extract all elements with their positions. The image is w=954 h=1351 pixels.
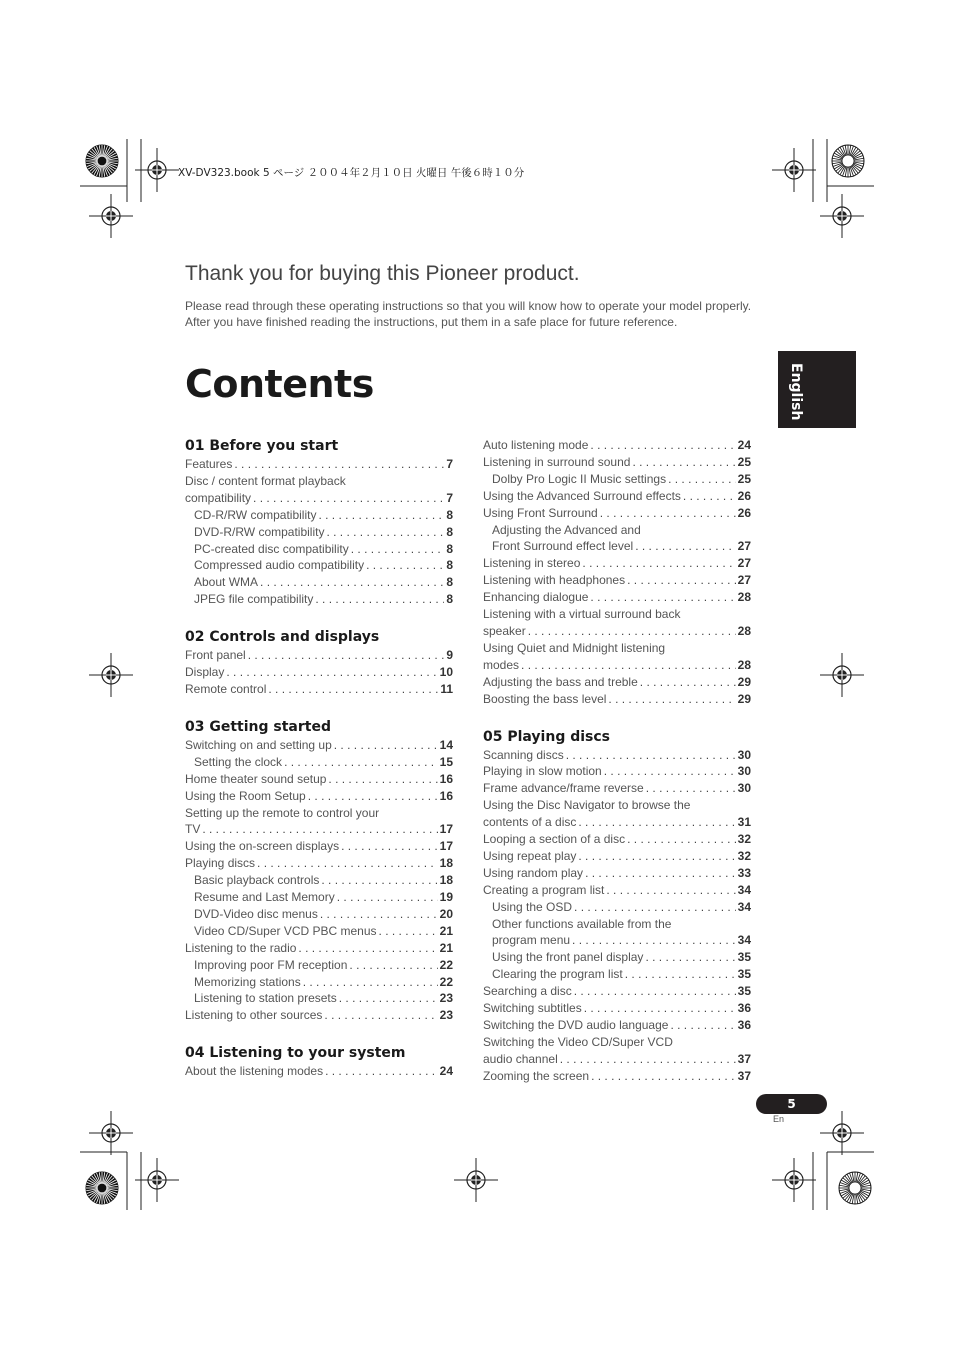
toc-entry-label: Adjusting the Advanced and	[492, 522, 641, 537]
leader-dots	[560, 1051, 736, 1068]
toc-entry[interactable]	[483, 882, 751, 899]
toc-entry-page: 29	[737, 674, 751, 689]
toc-entry[interactable]	[185, 1063, 453, 1080]
toc-entry-page: 29	[737, 691, 751, 706]
toc-entry-label: Compressed audio compatibility	[194, 558, 365, 573]
leader-dots	[574, 983, 736, 1000]
section-title: 05 Playing discs	[483, 728, 611, 745]
toc-entry-label: Listening with headphones	[483, 573, 626, 588]
section-title: 02 Controls and displays	[185, 629, 380, 646]
toc-entry[interactable]	[483, 1017, 751, 1034]
leader-dots	[260, 574, 444, 591]
toc-entry[interactable]	[185, 889, 453, 906]
leader-dots	[584, 1000, 736, 1017]
toc-entry[interactable]	[185, 507, 453, 524]
toc-entry[interactable]	[483, 505, 751, 522]
toc-entry[interactable]	[185, 855, 453, 872]
toc-entry-label: Front Surround effect level	[492, 539, 634, 554]
leader-dots	[585, 865, 736, 882]
toc-entry[interactable]	[483, 797, 751, 814]
toc-entry-label: modes	[483, 657, 520, 672]
toc-entry-label: Home theater sound setup	[185, 771, 327, 786]
registration-target	[89, 1111, 133, 1155]
toc-entry-page: 17	[439, 839, 453, 854]
toc-entry-label: compatibility	[185, 490, 252, 505]
leader-dots	[257, 855, 438, 872]
toc-entry-label: Display	[185, 665, 225, 680]
toc-entry-page: 34	[737, 882, 751, 897]
toc-entry-page: 16	[439, 788, 453, 803]
toc-entry-label: Dolby Pro Logic II Music settings	[492, 471, 667, 486]
starburst-mark	[86, 145, 118, 177]
toc-entry[interactable]	[185, 574, 453, 591]
starburst-mark	[839, 1172, 871, 1204]
toc-entry[interactable]	[483, 555, 751, 572]
toc-entry-page: 7	[446, 457, 453, 471]
toc-entry-page: 25	[737, 471, 751, 486]
toc-entry[interactable]	[483, 691, 751, 708]
print-header: XV-DV323.book 5 ページ ２００４年２月１０日 火曜日 午後６時１０分	[178, 167, 525, 179]
toc-entry-label: Switching subtitles	[483, 1001, 582, 1016]
toc-entry-label: contents of a disc	[483, 815, 577, 830]
toc-entry-label: About WMA	[194, 575, 259, 590]
toc-entry[interactable]	[185, 456, 453, 473]
page-number-badge	[756, 1094, 827, 1114]
leader-dots	[625, 966, 736, 983]
toc-entry-label: Playing in slow motion	[483, 764, 602, 779]
registration-target	[89, 194, 133, 238]
toc-entry[interactable]	[483, 966, 751, 983]
leader-dots	[341, 838, 438, 855]
toc-entry[interactable]	[483, 471, 751, 488]
leader-dots	[337, 889, 438, 906]
toc-entry-page: 34	[737, 933, 751, 948]
toc-entry-label: About the listening modes	[185, 1064, 324, 1079]
toc-entry-label: Setting up the remote to control your	[185, 805, 380, 820]
toc-entry-label: Using repeat play	[483, 848, 577, 863]
toc-entry-page: 21	[439, 940, 453, 955]
toc-entry[interactable]	[483, 814, 751, 831]
toc-entry-label: Improving poor FM reception	[194, 957, 348, 972]
toc-entry-label: Boosting the bass level	[483, 691, 607, 706]
toc-entry-page: 32	[737, 832, 751, 847]
toc-entry-page: 8	[446, 541, 453, 556]
toc-entry[interactable]	[483, 454, 751, 471]
toc-entry[interactable]	[483, 623, 751, 640]
toc-entry-page: 35	[737, 950, 751, 965]
toc-entry-label: Using Front Surround	[483, 505, 598, 520]
toc-entry-page: 28	[737, 623, 751, 638]
page-number: 5	[787, 1097, 796, 1111]
toc-entry[interactable]	[483, 589, 751, 606]
registration-target	[89, 653, 133, 697]
leader-dots	[627, 572, 736, 589]
toc-entry-page: 16	[439, 771, 453, 786]
toc-entry-label: audio channel	[483, 1051, 558, 1066]
leader-dots	[627, 831, 736, 848]
leader-dots	[590, 437, 735, 454]
toc-entry-page: 36	[737, 1001, 751, 1016]
starburst-mark	[832, 145, 864, 177]
toc-entry-label: DVD-Video disc menus	[194, 906, 318, 921]
toc-entry[interactable]	[483, 640, 751, 657]
intro-text: Please read through these operating instructions so that you will know how to operate your model properly. After you have finished reading the instructions, put them in a safe place for future reference.	[185, 299, 752, 329]
toc-entry-page: 35	[737, 967, 751, 982]
toc-entry-label: Listening in surround sound	[483, 454, 631, 469]
toc-entry-page: 23	[439, 1008, 453, 1023]
toc-entry[interactable]	[185, 957, 453, 974]
toc-entry-page: 14	[439, 737, 453, 752]
toc-entry-page: 26	[737, 505, 751, 520]
toc-entry-label: Listening to station presets	[194, 991, 337, 1006]
toc-entry[interactable]	[483, 932, 751, 949]
toc-entry[interactable]	[483, 763, 751, 780]
toc-entry[interactable]	[483, 747, 751, 764]
toc-entry-label: Zooming the screen	[483, 1068, 590, 1083]
leader-dots	[320, 906, 438, 923]
toc-entry-label: Using the Disc Navigator to browse the	[483, 798, 691, 813]
toc-entry-page: 23	[439, 991, 453, 1006]
toc-entry-page: 24	[737, 438, 751, 452]
toc-entry-page: 24	[439, 1064, 453, 1079]
toc-entry-label: Using Quiet and Midnight listening	[483, 640, 666, 655]
toc-entry-label: Using the on-screen displays	[185, 839, 340, 854]
leader-dots	[668, 471, 736, 488]
toc-entry-label: Video CD/Super VCD PBC menus	[194, 923, 377, 938]
toc-entry-label: Frame advance/frame reverse	[483, 781, 644, 796]
leader-dots	[683, 488, 736, 505]
leader-dots	[606, 882, 735, 899]
toc-entry-page: 18	[439, 873, 453, 888]
toc-entry-page: 28	[737, 590, 751, 605]
toc-entry-page: 26	[737, 488, 751, 503]
section-title: 03 Getting started	[185, 718, 331, 735]
toc-entry-page: 8	[446, 575, 453, 590]
leader-dots	[645, 949, 735, 966]
toc-entry-label: Searching a disc	[483, 984, 572, 999]
toc-entry[interactable]	[483, 572, 751, 589]
toc-entry-label: Using the front panel display	[492, 950, 644, 965]
page-language: En	[773, 1114, 785, 1124]
toc-entry-page: 8	[446, 558, 453, 573]
toc-entry-label: Using the Room Setup	[185, 788, 306, 803]
toc-entry-page: 8	[446, 524, 453, 539]
toc-entry-page: 7	[446, 490, 453, 505]
leader-dots	[234, 456, 444, 473]
toc-entry-page: 18	[439, 856, 453, 871]
toc-entry-label: Front panel	[185, 648, 246, 663]
toc-entry-label: Listening with a virtual surround back	[483, 607, 681, 622]
toc-entry-label: Listening to the radio	[185, 940, 297, 955]
section-title: 04 Listening to your system	[185, 1045, 406, 1062]
toc-entry-label: Looping a section of a disc	[483, 832, 626, 847]
leader-dots	[284, 754, 438, 771]
starburst-mark	[86, 1172, 118, 1204]
registration-target	[772, 1158, 816, 1202]
tagline: Thank you for buying this Pioneer product.	[185, 262, 580, 285]
leader-dots	[635, 538, 735, 555]
language-tab	[778, 351, 856, 428]
toc-entry[interactable]	[185, 821, 453, 838]
toc-entry-label: Memorizing stations	[194, 974, 301, 989]
toc-entry-label: Listening in stereo	[483, 556, 581, 571]
toc-entry-label: TV	[185, 822, 201, 837]
leader-dots	[349, 957, 437, 974]
toc-entry[interactable]	[185, 990, 453, 1007]
toc-entry-label: Resume and Last Memory	[194, 890, 335, 905]
toc-entry-label: Enhancing dialogue	[483, 590, 589, 605]
toc-entry[interactable]	[483, 848, 751, 865]
toc-entry-label: Switching the Video CD/Super VCD	[483, 1034, 673, 1049]
leader-dots	[334, 737, 438, 754]
toc-entry-page: 17	[439, 822, 453, 837]
toc-entry[interactable]	[483, 865, 751, 882]
toc-entry-label: Features	[185, 457, 233, 471]
toc-entry[interactable]	[185, 490, 453, 507]
toc-entry-label: Disc / content format playback	[185, 473, 346, 488]
leader-dots	[640, 674, 736, 691]
toc-entry[interactable]	[483, 1051, 751, 1068]
toc-entry[interactable]	[483, 831, 751, 848]
toc-entry-page: 8	[446, 507, 453, 522]
toc-entry-page: 37	[737, 1051, 751, 1066]
toc-entry[interactable]	[483, 899, 751, 916]
section-title: 01 Before you start	[185, 438, 339, 454]
leader-dots	[528, 623, 736, 640]
toc-left-column	[185, 437, 453, 1080]
toc-entry-page: 10	[439, 665, 453, 680]
toc-entry-page: 28	[737, 657, 751, 672]
toc-entry[interactable]	[185, 681, 453, 698]
toc-entry-page: 20	[439, 906, 453, 921]
toc-entry[interactable]	[185, 591, 453, 608]
leader-dots	[590, 589, 735, 606]
leader-dots	[226, 664, 437, 681]
leader-dots	[326, 524, 444, 541]
toc-entry[interactable]	[185, 923, 453, 940]
toc-entry-page: 35	[737, 984, 751, 999]
toc-entry[interactable]	[185, 940, 453, 957]
toc-entry-label: speaker	[483, 623, 526, 638]
leader-dots	[303, 974, 438, 991]
leader-dots	[670, 1017, 735, 1034]
toc-entry-label: Basic playback controls	[194, 873, 320, 888]
leader-dots	[321, 872, 437, 889]
toc-entry-page: 30	[737, 747, 751, 762]
toc-entry[interactable]	[185, 754, 453, 771]
toc-entry[interactable]	[185, 906, 453, 923]
toc-entry-label: Playing discs	[185, 856, 256, 871]
registration-target	[454, 1158, 498, 1202]
leader-dots	[646, 780, 736, 797]
toc-entry-page: 25	[737, 454, 751, 469]
toc-entry-page: 9	[446, 648, 453, 663]
leader-dots	[591, 1068, 736, 1085]
toc-entry-page: 33	[737, 865, 751, 880]
toc-entry[interactable]	[483, 488, 751, 505]
leader-dots	[308, 788, 438, 805]
leader-dots	[632, 454, 735, 471]
toc-entry[interactable]	[185, 473, 453, 490]
toc-entry[interactable]	[483, 657, 751, 674]
toc-entry-page: 27	[737, 573, 751, 588]
toc-entry-page: 8	[446, 592, 453, 607]
toc-entry[interactable]	[185, 771, 453, 788]
toc-entry[interactable]	[185, 1007, 453, 1024]
leader-dots	[608, 691, 735, 708]
toc-entry-label: Listening to other sources	[185, 1008, 323, 1023]
toc-entry[interactable]	[483, 1034, 751, 1051]
toc-entry[interactable]	[483, 437, 751, 454]
registration-target	[135, 1158, 179, 1202]
leader-dots	[318, 507, 444, 524]
toc-entry-page: 21	[439, 923, 453, 938]
toc-entry-page: 34	[737, 899, 751, 914]
toc-entry-label: DVD-R/RW compatibility	[194, 524, 325, 539]
toc-entry-page: 27	[737, 556, 751, 571]
toc-entry-label: program menu	[492, 933, 571, 948]
toc-entry[interactable]	[185, 737, 453, 754]
toc-entry-page: 31	[737, 815, 751, 830]
leader-dots	[328, 771, 437, 788]
toc-entry-label: PC-created disc compatibility	[194, 541, 349, 556]
toc-entry-page: 22	[439, 974, 453, 989]
toc-entry[interactable]	[185, 974, 453, 991]
toc-entry[interactable]	[483, 780, 751, 797]
leader-dots	[253, 490, 444, 507]
toc-entry[interactable]	[483, 949, 751, 966]
toc-entry[interactable]	[185, 872, 453, 889]
toc-entry-label: Remote control	[185, 681, 267, 696]
registration-target	[135, 148, 179, 192]
leader-dots	[521, 657, 736, 674]
leader-dots	[324, 1007, 437, 1024]
language-tab-label: English	[788, 363, 804, 421]
toc-entry[interactable]	[185, 664, 453, 681]
toc-entry-label: Using random play	[483, 865, 584, 880]
leader-dots	[604, 763, 736, 780]
contents-title: Contents	[185, 362, 374, 406]
toc-entry[interactable]	[185, 805, 453, 822]
toc-entry-page: 32	[737, 848, 751, 863]
toc-entry[interactable]	[483, 538, 751, 555]
toc-entry-page: 27	[737, 539, 751, 554]
leader-dots	[600, 505, 736, 522]
toc-entry[interactable]	[483, 522, 751, 539]
toc-entry-page: 37	[737, 1068, 751, 1083]
toc-entry[interactable]	[185, 524, 453, 541]
toc-entry-label: Using the OSD	[492, 899, 573, 914]
toc-entry-page: 19	[439, 890, 453, 905]
toc-entry[interactable]	[483, 1000, 751, 1017]
toc-entry[interactable]	[185, 647, 453, 664]
toc-entry[interactable]	[483, 606, 751, 623]
leader-dots	[202, 821, 437, 838]
leader-dots	[268, 681, 438, 698]
toc-entry-label: Switching on and setting up	[185, 737, 332, 752]
toc-entry-label: Scanning discs	[483, 747, 564, 762]
leader-dots	[578, 814, 735, 831]
leader-dots	[366, 557, 444, 574]
toc-entry-label: Clearing the program list	[492, 967, 623, 982]
toc-entry-label: Using the Advanced Surround effects	[483, 488, 681, 503]
registration-target	[820, 653, 864, 697]
registration-target	[820, 1111, 864, 1155]
toc-entry[interactable]	[483, 1068, 751, 1085]
leader-dots	[572, 932, 736, 949]
toc-right-column	[483, 437, 751, 1085]
leader-dots	[566, 747, 736, 764]
toc-entry[interactable]	[185, 541, 453, 558]
toc-entry[interactable]	[483, 983, 751, 1000]
leader-dots	[315, 591, 444, 608]
toc-entry-label: Adjusting the bass and treble	[483, 674, 638, 689]
leader-dots	[379, 923, 438, 940]
toc-entry-label: Auto listening mode	[483, 438, 589, 452]
toc-entry[interactable]	[185, 557, 453, 574]
registration-target	[772, 148, 816, 192]
toc-entry[interactable]	[185, 838, 453, 855]
toc-entry-label: Other functions available from the	[492, 916, 672, 931]
toc-entry-page: 30	[737, 764, 751, 779]
toc-entry-label: Creating a program list	[483, 882, 605, 897]
leader-dots	[325, 1063, 438, 1080]
toc-entry-label: JPEG file compatibility	[194, 592, 314, 607]
toc-entry-page: 36	[737, 1018, 751, 1032]
toc-entry[interactable]	[185, 788, 453, 805]
toc-entry-page: 30	[737, 781, 751, 796]
toc-entry-label: Setting the clock	[194, 754, 283, 769]
leader-dots	[574, 899, 736, 916]
leader-dots	[298, 940, 437, 957]
leader-dots	[582, 555, 735, 572]
leader-dots	[578, 848, 735, 865]
toc-entry-page: 11	[440, 681, 453, 696]
toc-entry-label: Switching the DVD audio language	[483, 1018, 669, 1032]
leader-dots	[339, 990, 438, 1007]
leader-dots	[248, 647, 445, 664]
toc-entry-page: 22	[439, 957, 453, 972]
toc-entry-page: 15	[439, 754, 453, 769]
toc-entry-label: CD-R/RW compatibility	[194, 507, 317, 522]
toc-entry[interactable]	[483, 916, 751, 933]
leader-dots	[351, 541, 445, 558]
toc-entry[interactable]	[483, 674, 751, 691]
